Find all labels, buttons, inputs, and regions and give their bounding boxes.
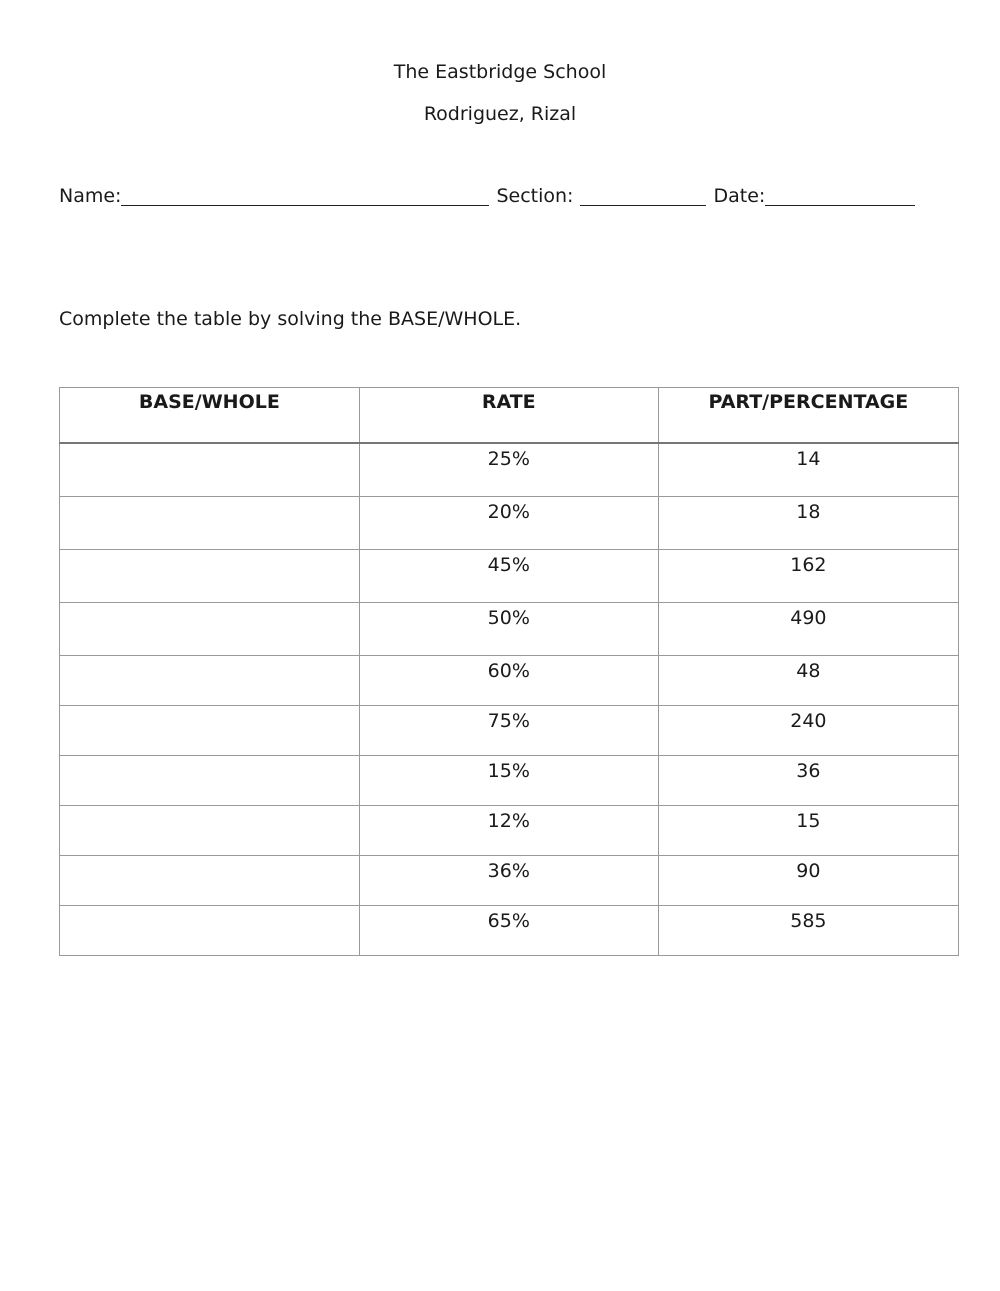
part-cell: 36 <box>658 756 958 806</box>
part-cell: 48 <box>658 656 958 706</box>
table-row <box>60 656 959 706</box>
table-row <box>60 706 959 756</box>
date-label: Date: <box>713 185 766 207</box>
part-cell: 585 <box>658 906 958 956</box>
header-part-percentage: PART/PERCENTAGE <box>658 388 958 444</box>
base-answer-cell[interactable] <box>60 603 360 656</box>
rate-cell: 20% <box>359 497 658 550</box>
instructions: Complete the table by solving the BASE/WHOLE. <box>59 308 522 330</box>
part-cell: 490 <box>658 603 958 656</box>
rate-cell: 75% <box>359 706 658 756</box>
name-label: Name: <box>59 185 122 207</box>
part-cell: 14 <box>658 443 958 497</box>
table-row <box>60 806 959 856</box>
rate-cell: 12% <box>359 806 658 856</box>
header-base-whole: BASE/WHOLE <box>60 388 360 444</box>
part-cell: 90 <box>658 856 958 906</box>
rate-cell: 60% <box>359 656 658 706</box>
table-row <box>60 603 959 656</box>
teacher-name: Rodriguez, Rizal <box>423 103 577 125</box>
rate-cell: 25% <box>359 443 658 497</box>
section-blank[interactable] <box>580 185 706 206</box>
rate-cell: 50% <box>359 603 658 656</box>
base-answer-cell[interactable] <box>60 550 360 603</box>
name-blank[interactable] <box>121 185 489 206</box>
date-blank[interactable] <box>765 185 915 206</box>
student-info-line <box>59 184 939 208</box>
base-answer-cell[interactable] <box>60 497 360 550</box>
base-answer-cell[interactable] <box>60 656 360 706</box>
base-answer-cell[interactable] <box>60 756 360 806</box>
base-answer-cell[interactable] <box>60 856 360 906</box>
base-answer-cell[interactable] <box>60 806 360 856</box>
header-rate: RATE <box>359 388 658 444</box>
table-header-row <box>60 388 959 444</box>
rate-cell: 65% <box>359 906 658 956</box>
table-row <box>60 550 959 603</box>
rate-cell: 15% <box>359 756 658 806</box>
table-row <box>60 443 959 497</box>
rate-cell: 36% <box>359 856 658 906</box>
table-row <box>60 756 959 806</box>
base-answer-cell[interactable] <box>60 706 360 756</box>
base-answer-cell[interactable] <box>60 443 360 497</box>
school-name: The Eastbridge School <box>393 61 607 83</box>
part-cell: 18 <box>658 497 958 550</box>
rate-cell: 45% <box>359 550 658 603</box>
table-row <box>60 497 959 550</box>
base-rate-part-table <box>59 387 959 956</box>
part-cell: 162 <box>658 550 958 603</box>
table-row <box>60 856 959 906</box>
table-row <box>60 906 959 956</box>
part-cell: 15 <box>658 806 958 856</box>
base-answer-cell[interactable] <box>60 906 360 956</box>
section-label: Section: <box>496 185 574 207</box>
part-cell: 240 <box>658 706 958 756</box>
